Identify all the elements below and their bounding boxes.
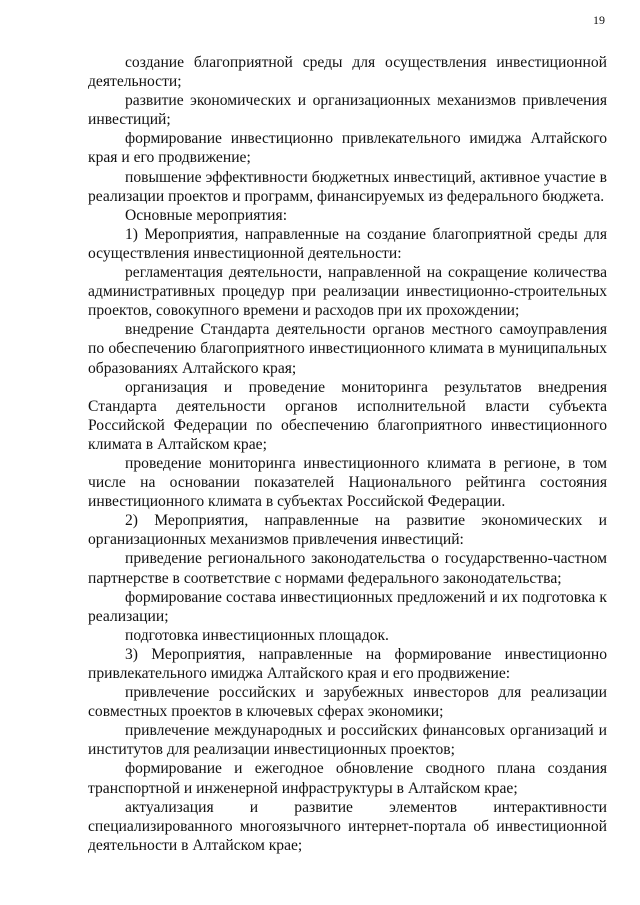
paragraph: создание благоприятной среды для осуществления инвестиционной деятельности; bbox=[88, 54, 607, 91]
paragraph: регламентация деятельности, направленной на сокращение количества административных процедур при реализации инвестиционно-строительных проектов, совокупного времени и расходов при их прохождении; bbox=[88, 264, 607, 320]
paragraph: развитие экономических и организационных механизмов привлечения инвестиций; bbox=[88, 92, 607, 129]
paragraph: формирование инвестиционно привлекательного имиджа Алтайского края и его продвижение; bbox=[88, 130, 607, 167]
paragraph: привлечение международных и российских финансовых организаций и институтов для реализации инвестиционных проектов; bbox=[88, 722, 607, 759]
paragraph: подготовка инвестиционных площадок. bbox=[125, 626, 389, 644]
paragraph: формирование и ежегодное обновление сводного плана создания транспортной и инженерной инфраструктуры в Алтайском крае; bbox=[88, 760, 607, 797]
paragraph: 1) Мероприятия, направленные на создание благоприятной среды для осуществления инвестиционной деятельности: bbox=[88, 225, 607, 262]
section-heading: Основные мероприятия: bbox=[125, 206, 288, 224]
paragraph: привлечение российских и зарубежных инвесторов для реализации совместных проектов в ключевых сферах экономики; bbox=[88, 684, 607, 721]
paragraph: приведение регионального законодательства о государственно-частном партнерстве в соответствие с нормами федерального законодательства; bbox=[88, 550, 607, 587]
paragraph: актуализация и развитие элементов интерактивности специализированного многоязычного интернет-портала об инвестиционной деятельности в Алтайском крае; bbox=[88, 798, 607, 854]
paragraph: 3) Мероприятия, направленные на формирование инвестиционно привлекательного имиджа Алтайского края и его продвижение: bbox=[88, 645, 607, 682]
paragraph: повышение эффективности бюджетных инвестиций, активное участие в реализации проектов и программ, финансируемых из федерального бюджета. bbox=[88, 168, 607, 205]
page-number: 19 bbox=[593, 13, 605, 27]
paragraph: формирование состава инвестиционных предложений и их подготовка к реализации; bbox=[88, 588, 607, 625]
paragraph: организация и проведение мониторинга результатов внедрения Стандарта деятельности органов исполнительной власти субъекта Российской Федерации по обеспечению благоприятного инвестиционного климата в Алтайском крае; bbox=[88, 378, 607, 453]
document-body bbox=[88, 53, 607, 855]
paragraph: проведение мониторинга инвестиционного климата в регионе, в том числе на основании показателей Национального рейтинга состояния инвестиционного климата в субъектах Российской Федерации. bbox=[88, 454, 607, 511]
paragraph: внедрение Стандарта деятельности органов местного самоуправления по обеспечению благоприятного инвестиционного климата в муниципальных образованиях Алтайского края; bbox=[88, 321, 607, 377]
paragraph: 2) Мероприятия, направленные на развитие экономических и организационных механизмов привлечения инвестиций: bbox=[88, 512, 607, 549]
